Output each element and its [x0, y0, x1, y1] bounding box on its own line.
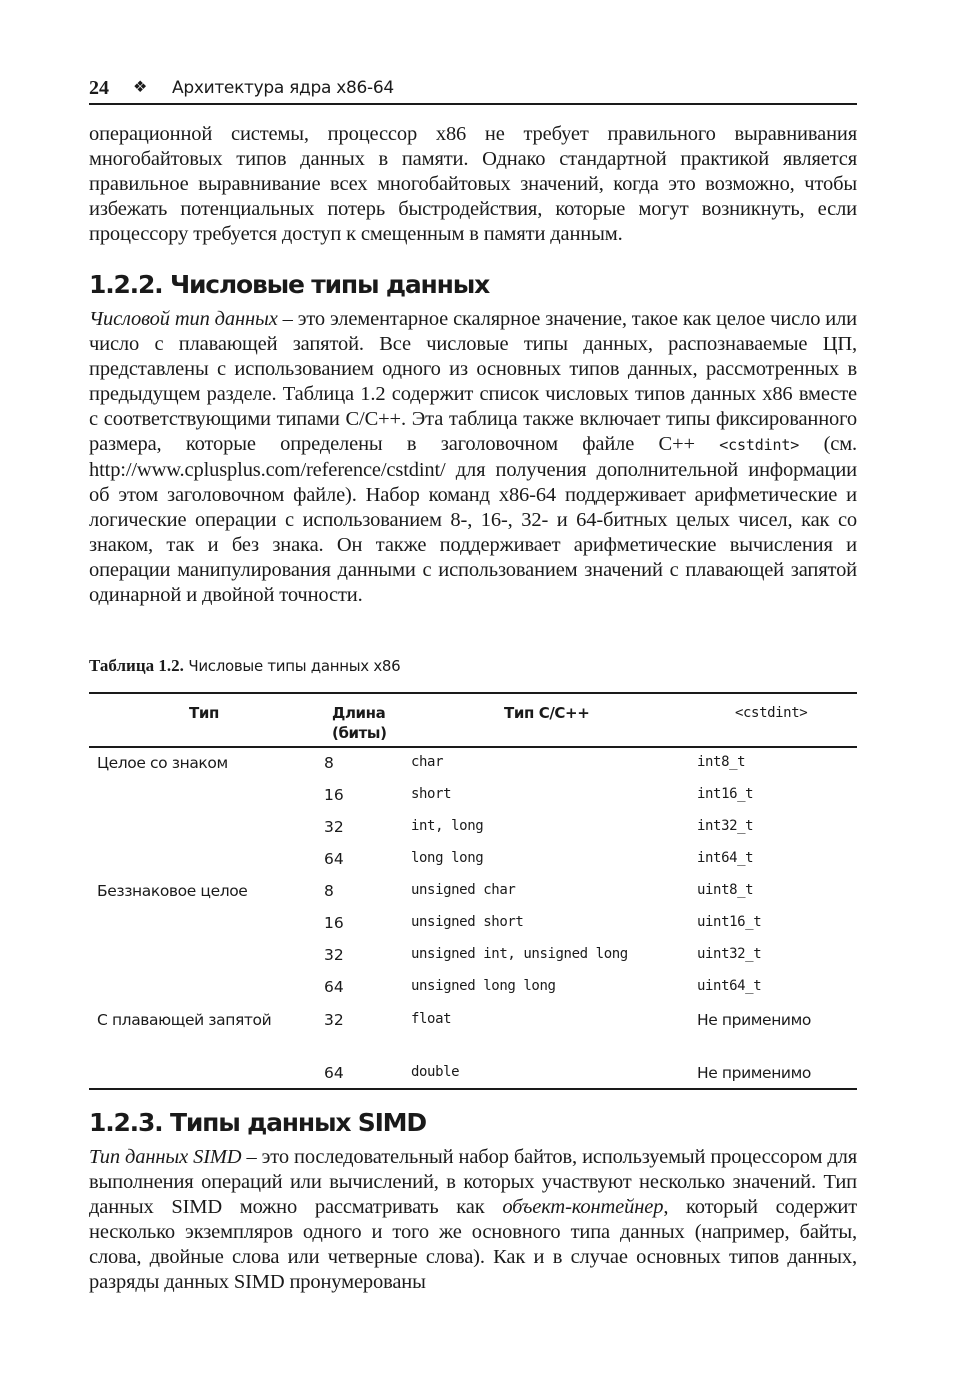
diamond-ornament-icon: ❖: [133, 79, 148, 96]
header-length-line1: Длина: [332, 704, 386, 722]
cell-cstdint: int64_t: [697, 850, 754, 866]
cell-cstdint: int32_t: [697, 818, 754, 834]
table-header: [89, 694, 857, 748]
header-length-line2: (биты): [332, 724, 387, 742]
term-simd-type: Тип данных SIMD: [89, 1146, 242, 1168]
cell-bits: 32: [324, 946, 344, 964]
cell-bits: 8: [324, 754, 334, 772]
term-container-object: объект-контейнер: [502, 1196, 664, 1218]
reference-link[interactable]: http://www.cplusplus.com/reference/cstdint/: [89, 459, 446, 481]
cell-bits: 64: [324, 1064, 344, 1082]
chapter-title: Архитектура ядра x86-64: [172, 78, 394, 98]
paragraph-text: – это элементарное скалярное значение, такое как целое число или число с плавающей запятой. Все числовые типы данных, распознаваемые ЦП, представлены с использованием одного из основных типов данных, рассмотренных в предыдущем разделе. Таблица 1.2 содержит список числовых типов данных x86 вместе с соответствующими типами C/C++. Эта таблица также включает типы фиксированного размера, которые определены в заголовочном файле C++: [89, 308, 857, 455]
table-caption-label: Таблица 1.2.: [89, 656, 184, 675]
table-row: [89, 850, 857, 874]
cell-bits: 16: [324, 786, 344, 804]
header-type: Тип: [189, 704, 219, 722]
cell-cstdint: Не применимо: [697, 1011, 811, 1029]
paragraph-text: (см.: [799, 433, 857, 455]
cell-ctype: double: [411, 1064, 460, 1080]
cell-cstdint: int16_t: [697, 786, 754, 802]
cell-ctype: short: [411, 786, 452, 802]
paragraph-text: для получения дополнительной информации об этом заголовочном файле). Набор команд x86-64 поддерживает арифметические и логические операции с использованием 8-, 16-, 32- и 64-битных целых чисел, как со знаком, так и без знака. Он также поддерживает арифметические вычисления и операции манипулирования данными с использованием значений с плавающей запятой одинарной и двойной точности.: [89, 459, 857, 606]
table-body: [89, 748, 857, 1088]
cell-bits: 8: [324, 882, 334, 900]
table-row: [89, 754, 857, 778]
table-row: [89, 914, 857, 938]
cell-cstdint: uint8_t: [697, 882, 754, 898]
header-length: [332, 703, 387, 743]
cell-bits: 16: [324, 914, 344, 932]
cell-ctype: unsigned long long: [411, 978, 556, 994]
cell-ctype: float: [411, 1011, 452, 1027]
term-numeric-type: Числовой тип данных: [89, 308, 278, 330]
cell-cstdint: uint16_t: [697, 914, 762, 930]
cell-type: Беззнаковое целое: [97, 882, 248, 900]
table-row: [89, 786, 857, 810]
cell-ctype: char: [411, 754, 444, 770]
simd-paragraph: [89, 1145, 857, 1295]
table-row: [89, 882, 857, 906]
table-row: [89, 1064, 857, 1088]
table-row: [89, 978, 857, 1002]
header-cstdint: <cstdint>: [735, 705, 808, 721]
cell-bits: 64: [324, 978, 344, 996]
cell-cstdint: uint64_t: [697, 978, 762, 994]
paragraph-text: – это последовательный набор байтов, используемый процессором для выполнения операций или вычислений, в которых участвуют несколько значений. Тип данных SIMD можно рассматривать как: [89, 1146, 858, 1218]
cell-ctype: long long: [411, 850, 484, 866]
table-row: [89, 1011, 857, 1035]
table-row: [89, 946, 857, 970]
cell-type: С плавающей запятой: [97, 1011, 272, 1029]
running-header: [89, 77, 857, 105]
cell-ctype: unsigned char: [411, 882, 516, 898]
intro-paragraph: операционной системы, процессор x86 не требует правильного выравнивания многобайтовых типов данных в памяти. Однако стандартной практикой является правильное выравнивание всех многобайтовых значений, когда это возможно, чтобы избежать потенциальных потерь быстродействия, которые могут возникнуть, если процессору требуется доступ к смещенным в памяти данным.: [89, 123, 857, 245]
page-number: 24: [89, 77, 109, 99]
header-ctype: Тип C/C++: [504, 704, 590, 722]
cell-bits: 64: [324, 850, 344, 868]
cell-ctype: unsigned short: [411, 914, 524, 930]
table-caption-text: Числовые типы данных x86: [183, 657, 401, 675]
table-caption: [89, 656, 400, 676]
numeric-types-table: [89, 692, 857, 1090]
paragraph-text: , который содержит несколько экземпляров одного и того же основного типа данных (например, байты, слова, двойные слова или четверные слова). Как и в случае основных типов данных, разряды данных SIMD пронумерованы: [89, 1196, 857, 1293]
cell-cstdint: uint32_t: [697, 946, 762, 962]
cell-type: Целое со знаком: [97, 754, 228, 772]
section-heading-1-2-3: 1.2.3. Типы данных SIMD: [89, 1108, 426, 1137]
cell-ctype: int, long: [411, 818, 484, 834]
cell-bits: 32: [324, 1011, 344, 1029]
cell-bits: 32: [324, 818, 344, 836]
section-heading-1-2-2: 1.2.2. Числовые типы данных: [89, 270, 490, 299]
cell-ctype: unsigned int, unsigned long: [411, 946, 628, 962]
cell-cstdint: Не применимо: [697, 1064, 811, 1082]
cstdint-code: <cstdint>: [719, 436, 800, 454]
cell-cstdint: int8_t: [697, 754, 746, 770]
numeric-types-paragraph: [89, 307, 857, 608]
table-row: [89, 818, 857, 842]
